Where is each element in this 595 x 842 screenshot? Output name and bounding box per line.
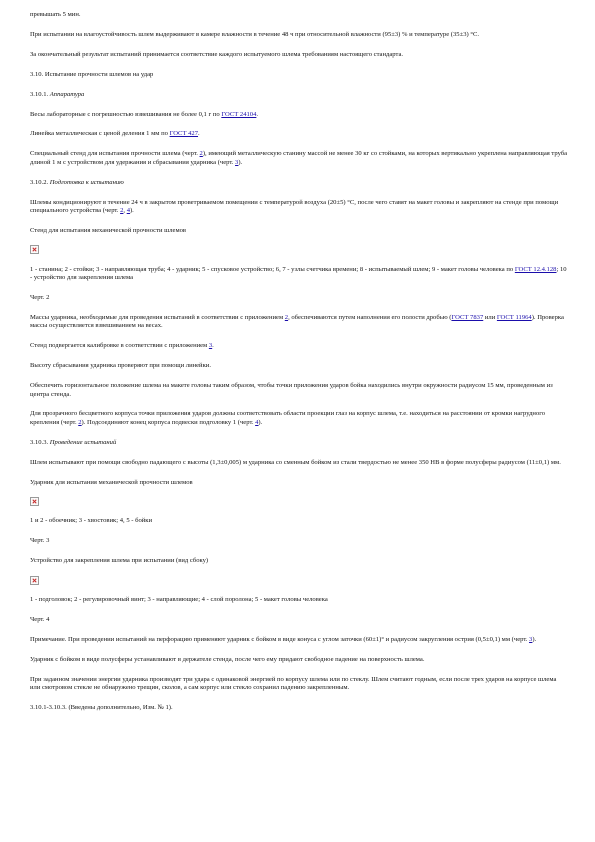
subsection-number: 3.10.2. — [30, 178, 50, 186]
subsection-title: Подготовка к испытанию — [49, 178, 124, 186]
text: Линейка металлическая с ценой деления 1 мм по — [30, 130, 170, 138]
figure-title: Ударник для испытания механической прочности шлемов — [30, 478, 193, 486]
text: . — [212, 342, 214, 350]
paragraph: При заданном значении энергии ударника производят три удара с одинаковой энергией по корпусу шлема или по стеклу. Шлем считают годным, если после трех ударов на корпусе шлема или смотровом стекле не обнаружено трещин, сколов, а сам корпус или стекло сохранил падению закрепленным. — [30, 675, 557, 692]
figure-link[interactable]: 2 — [120, 206, 124, 214]
figure-link[interactable]: 2 — [78, 418, 82, 426]
subsection-number: 3.10.1. — [30, 90, 50, 98]
figure-caption: 1 - подголовок; 2 - регулировочный винт; 3 - направляющие; 4 - слой поролона; 5 - макет головы человека — [30, 596, 328, 604]
paragraph: превышать 5 мин. — [30, 11, 81, 18]
standard-link[interactable]: ГОСТ 427 — [169, 130, 199, 138]
subsection-title: Аппаратура — [49, 90, 85, 98]
figure-title: Стенд для испытания механической прочности шлемов — [30, 226, 187, 234]
text: ; 10 - устройство для закрепления шлема — [30, 265, 567, 282]
subsection-heading — [30, 91, 568, 99]
standard-link[interactable]: ГОСТ 7837 — [451, 314, 484, 321]
text: Шлемы кондиционируют в течение 24 ч в закрытом проветриваемом помещении с температурой воздуха (20±5) °С, после чего ставят на макет головы и закрепляют на стенде при помощи специального устройства (черт. — [30, 198, 559, 214]
text: Для прозрачного бесцветного корпуса точки приложения ударов должны соответствовать области проекции глаз на корпус шлема, т.е. находиться на расстоянии от кромки нагрудного крепления (черт. — [30, 410, 546, 426]
text: ). Подсоединяют конец корпуса подвески подголовку 1 (черт. — [81, 418, 256, 426]
figure-link[interactable]: 4 — [255, 418, 259, 426]
text: 1 - станина; 2 - стойки; 3 - направляющая труба; 4 - ударник; 5 - спусковое устройство; 6, 7 - узлы счетчика времени; 8 - испытываемый шлем; 9 - макет головы человека по — [30, 265, 515, 273]
figure-link[interactable]: 3 — [235, 158, 239, 166]
text: . — [256, 110, 259, 118]
text: . — [198, 130, 200, 138]
figure-label: Черт. 4 — [30, 616, 50, 624]
paragraph: Высоту сбрасывания ударника проверяют при помощи линейки. — [30, 362, 211, 370]
paragraph: За окончательный результат испытаний принимается соответствие каждого испытуемого шлема требованиям настоящего стандарта. — [30, 50, 404, 58]
section-heading: 3.10. Испытание прочности шлемов на удар — [30, 70, 154, 78]
paragraph — [30, 199, 568, 216]
text: Весы лабораторные с погрешностью взвешивания не более 0,1 г по — [30, 110, 222, 118]
paragraph — [30, 150, 568, 167]
paragraph: Ударник с бойком в виде полусферы устанавливают в держателе стенда, после чего ему придают свободное падение на поверхность шлема. — [30, 655, 425, 663]
paragraph: При испытании на влагоустойчивость шлем выдерживают в камере влажности в течение 48 ч при относительной влажности (95±3) % и температуре (35±3) °С. — [30, 30, 480, 38]
text: Массы ударника, необходимые для проведения испытаний в соответствии с приложением — [30, 314, 285, 321]
paragraph — [30, 111, 568, 119]
text: ). — [532, 636, 537, 643]
subsection-number: 3.10.3. — [30, 438, 50, 446]
broken-image-icon — [30, 245, 39, 254]
figure-title: Устройство для закрепления шлема при испытании (вид сбоку) — [30, 557, 209, 565]
paragraph — [30, 130, 568, 138]
paragraph: Обеспечить горизонтальное положение шлема на макете головы таким образом, чтобы точки приложения ударов бойка находились внутри окружности радиусом 15 мм, проведенным из центра стенда. — [30, 382, 553, 398]
appendix-link[interactable]: 2 — [284, 314, 289, 321]
figure-caption — [30, 266, 568, 283]
figure-caption: 1 и 2 - обоечник; 3 - хвостовик; 4, 5 - бойки — [30, 517, 153, 525]
subsection-title: Проведение испытаний — [49, 438, 117, 446]
text: или — [483, 314, 497, 321]
text: Примечание. При проведении испытаний на перфорацию применяют ударник с бойком в виде конуса с углом заточки (60±1)° и радиусом закругления острия (0,5±0,1) мм (черт. — [30, 636, 530, 643]
figure-label: Черт. 3 — [30, 537, 50, 545]
document-body — [30, 11, 568, 713]
text: Специальный стенд для испытания прочности шлема (черт. — [30, 150, 200, 158]
figure-label: Черт. 2 — [30, 294, 50, 302]
standard-link[interactable]: ГОСТ 24104 — [221, 110, 257, 118]
note-paragraph — [30, 636, 568, 644]
standard-link[interactable]: ГОСТ 11964 — [496, 314, 532, 321]
paragraph: Шлем испытывают при помощи свободно падающего с высоты (1,3±0,005) м ударника со сменным бойком из стали твердостью не менее 350 НВ в форме полусферы радиусом (11±0,1) мм. — [30, 458, 561, 466]
figure-link[interactable]: 4 — [126, 206, 130, 214]
text: ). — [129, 206, 134, 214]
text: , обеспечиваются путем наполнения его полости дробью ( — [288, 314, 452, 321]
paragraph — [30, 314, 568, 331]
text: ). — [238, 158, 243, 166]
broken-image-icon — [30, 497, 39, 506]
subsection-heading — [30, 439, 568, 447]
standard-link[interactable]: ГОСТ 12.4.128 — [514, 265, 557, 273]
paragraph — [30, 410, 568, 427]
figure-link[interactable]: 3 — [529, 636, 533, 643]
text: ). Проверка массы осуществляется взвешиванием на весах. — [30, 314, 564, 330]
appendix-link[interactable]: 3 — [208, 342, 213, 350]
subsection-heading — [30, 179, 568, 187]
paragraph — [30, 342, 568, 350]
amendment-note: 3.10.1-3.10.3. (Введены дополнительно, Изм. № 1). — [30, 704, 173, 712]
text: ), имеющий металлическую станину массой не менее 30 кг со стойками, на которых вертикально укреплена направляющая труба длиной 1 м с устройством для удержания и сбрасывания ударника (черт. — [30, 150, 568, 166]
figure-link[interactable]: 2 — [199, 150, 203, 158]
text: , — [123, 206, 127, 214]
text: ). — [258, 418, 263, 426]
text: Стенд подвергается калибровке в соответствии с приложением — [30, 342, 209, 350]
broken-image-icon — [30, 576, 39, 585]
